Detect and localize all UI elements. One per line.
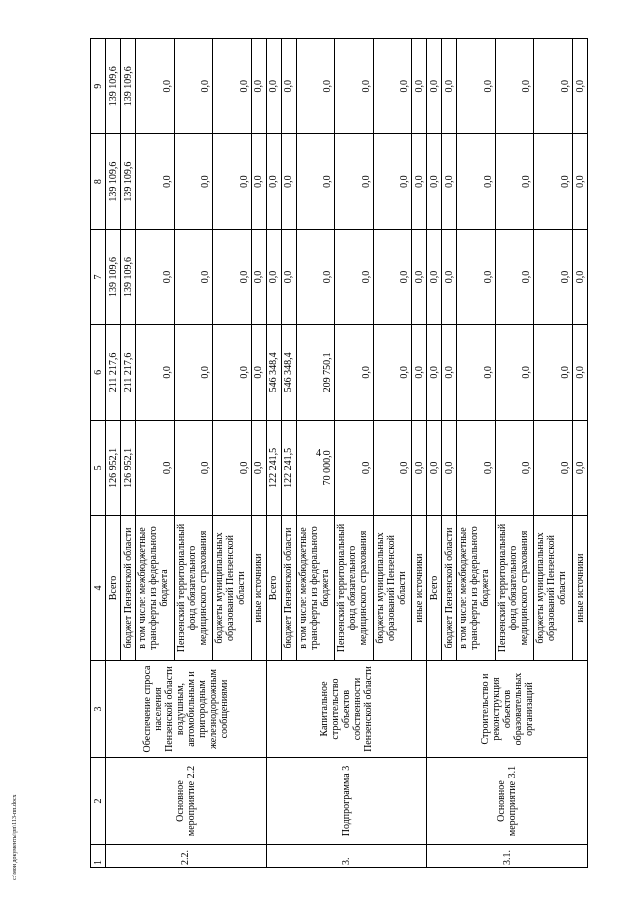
funding-value: 122 241,5 (281, 420, 296, 515)
row-number: 3. (266, 845, 427, 868)
program-description: Строительство и реконструкция объектов образовательных организаций (427, 661, 588, 758)
funding-value: 0,0 (213, 39, 252, 134)
funding-value: 0,0 (495, 39, 534, 134)
column-number: 1 (91, 845, 106, 868)
row-number: 2.2. (106, 845, 267, 868)
funding-value: 546 348,4 (281, 325, 296, 420)
funding-value: 0,0 (213, 229, 252, 324)
row-number: 3.1. (427, 845, 588, 868)
funding-source: в том числе: межбюджетные трансферты из федерального бюджета (296, 516, 335, 661)
funding-value: 0,0 (251, 325, 266, 420)
funding-source: бюджет Пензенской области (281, 516, 296, 661)
funding-value: 0,0 (457, 420, 496, 515)
funding-value: 0,0 (427, 39, 442, 134)
funding-value: 0,0 (213, 420, 252, 515)
funding-value: 0,0 (573, 39, 588, 134)
funding-value: 0,0 (266, 134, 281, 229)
funding-value: 0,0 (573, 325, 588, 420)
column-number: 9 (91, 39, 106, 134)
funding-value: 0,0 (457, 229, 496, 324)
funding-value: 139 109,6 (121, 229, 136, 324)
funding-value: 0,0 (457, 325, 496, 420)
funding-value: 0,0 (296, 229, 335, 324)
funding-value: 0,0 (373, 420, 412, 515)
funding-value: 0,0 (251, 134, 266, 229)
funding-source: в том числе: межбюджетные трансферты из федерального бюджета (457, 516, 496, 661)
funding-value: 0,0 (335, 39, 374, 134)
column-number: 4 (91, 516, 106, 661)
funding-source: бюджет Пензенской области (121, 516, 136, 661)
funding-source: иные источники (412, 516, 427, 661)
funding-value: 0,0 (335, 325, 374, 420)
funding-value: 546 348,4 (266, 325, 281, 420)
funding-value: 0,0 (373, 39, 412, 134)
funding-source: Пензенский территориальный фонд обязательного медицинского страхования (335, 516, 374, 661)
funding-value: 0,0 (213, 134, 252, 229)
column-number: 3 (91, 661, 106, 758)
funding-value: 0,0 (335, 229, 374, 324)
funding-value: 0,0 (281, 229, 296, 324)
table-row (266, 39, 281, 868)
funding-value: 211 217,6 (121, 325, 136, 420)
funding-source: бюджеты муниципальных образований Пензенской области (373, 516, 412, 661)
funding-value: 0,0 (442, 420, 457, 515)
funding-value: 0,0 (412, 325, 427, 420)
funding-value: 139 109,6 (106, 39, 121, 134)
column-number: 6 (91, 325, 106, 420)
funding-value: 0,0 (573, 420, 588, 515)
funding-value: 0,0 (442, 134, 457, 229)
funding-value: 0,0 (427, 134, 442, 229)
funding-value: 0,0 (427, 420, 442, 515)
funding-value: 0,0 (534, 39, 573, 134)
funding-value: 0,0 (136, 39, 175, 134)
funding-value: 0,0 (136, 420, 175, 515)
funding-source: Всего (106, 516, 121, 661)
funding-value: 0,0 (442, 39, 457, 134)
funding-value: 0,0 (442, 325, 457, 420)
funding-value: 0,0 (296, 134, 335, 229)
funding-value: 0,0 (457, 134, 496, 229)
funding-value: 0,0 (373, 229, 412, 324)
column-number: 5 (91, 420, 106, 515)
funding-value: 0,0 (412, 39, 427, 134)
funding-value: 0,0 (335, 134, 374, 229)
funding-value: 139 109,6 (106, 229, 121, 324)
rotated-table-container (90, 38, 588, 868)
program-name: Подпрограмма 3 (266, 758, 427, 845)
funding-value: 0,0 (573, 134, 588, 229)
funding-value: 0,0 (534, 325, 573, 420)
funding-value: 0,0 (266, 39, 281, 134)
funding-value: 0,0 (534, 229, 573, 324)
funding-value: 0,0 (174, 39, 213, 134)
funding-value: 0,0 (281, 39, 296, 134)
funding-value: 0,0 (174, 229, 213, 324)
funding-value: 139 109,6 (106, 134, 121, 229)
funding-source: иные источники (573, 516, 588, 661)
funding-value: 0,0 (136, 325, 175, 420)
funding-source: в том числе: межбюджетные трансферты из федерального бюджета (136, 516, 175, 661)
funding-value: 211 217,6 (106, 325, 121, 420)
funding-value: 0,0 (281, 134, 296, 229)
funding-value: 0,0 (457, 39, 496, 134)
funding-source: бюджеты муниципальных образований Пензенской области (534, 516, 573, 661)
funding-value: 0,0 (427, 229, 442, 324)
funding-value: 122 241,5 (266, 420, 281, 515)
funding-value: 0,0 (495, 325, 534, 420)
funding-value: 0,0 (412, 134, 427, 229)
column-number: 2 (91, 758, 106, 845)
column-number: 8 (91, 134, 106, 229)
funding-source: Всего (266, 516, 281, 661)
funding-value: 0,0 (442, 229, 457, 324)
funding-value: 0,0 (573, 229, 588, 324)
funding-value: 0,0 (534, 420, 573, 515)
program-description: Обеспечение спроса населения Пензенской области воздушным, автомобильным и пригородным железнодорожным сообщениями (106, 661, 267, 758)
funding-source: бюджет Пензенской области (442, 516, 457, 661)
program-name: Основное мероприятие 3.1 (427, 758, 588, 845)
program-description: Капитальное строительство объектов собственности Пензенской области (266, 661, 427, 758)
funding-value: 126 952,1 (121, 420, 136, 515)
column-number-row (91, 39, 106, 868)
funding-value: 0,0 (412, 229, 427, 324)
funding-value: 0,0 (427, 325, 442, 420)
funding-source: Всего (427, 516, 442, 661)
funding-value: 0,0 (495, 134, 534, 229)
funding-value: 0,0 (136, 134, 175, 229)
funding-value: 209 750,1 (296, 325, 335, 420)
funding-value: 0,0 (296, 39, 335, 134)
funding-source: иные источники (251, 516, 266, 661)
financing-table (90, 38, 588, 868)
funding-source: Пензенский территориальный фонд обязательного медицинского страхования (495, 516, 534, 661)
funding-value: 0,0 (412, 420, 427, 515)
funding-value: 139 109,6 (121, 39, 136, 134)
funding-value: 139 109,6 (121, 134, 136, 229)
funding-value: 0,0 (251, 420, 266, 515)
column-number: 7 (91, 229, 106, 324)
funding-value: 0,0 (174, 325, 213, 420)
funding-value: 0,0 (534, 134, 573, 229)
funding-value: 0,0 (136, 229, 175, 324)
funding-value: 0,0 (174, 420, 213, 515)
funding-value: 0,0 (251, 39, 266, 134)
footer-file-path: c:\мои документы\рп\113-пп.docx (12, 794, 18, 880)
funding-value: 0,0 (251, 229, 266, 324)
funding-value: 0,0 (495, 420, 534, 515)
funding-value: 0,0 (373, 134, 412, 229)
table-row (427, 39, 442, 868)
funding-value: 126 952,1 (106, 420, 121, 515)
funding-source: бюджеты муниципальных образований Пензенской области (213, 516, 252, 661)
funding-value: 70 000,0 (296, 420, 335, 515)
page-number: 4 (316, 448, 321, 459)
funding-value: 0,0 (495, 229, 534, 324)
funding-value: 0,0 (213, 325, 252, 420)
program-name: Основное мероприятие 2.2 (106, 758, 267, 845)
table-row (106, 39, 121, 868)
funding-value: 0,0 (266, 229, 281, 324)
funding-value: 0,0 (174, 134, 213, 229)
funding-source: Пензенский территориальный фонд обязательного медицинского страхования (174, 516, 213, 661)
funding-value: 0,0 (335, 420, 374, 515)
funding-value: 0,0 (373, 325, 412, 420)
